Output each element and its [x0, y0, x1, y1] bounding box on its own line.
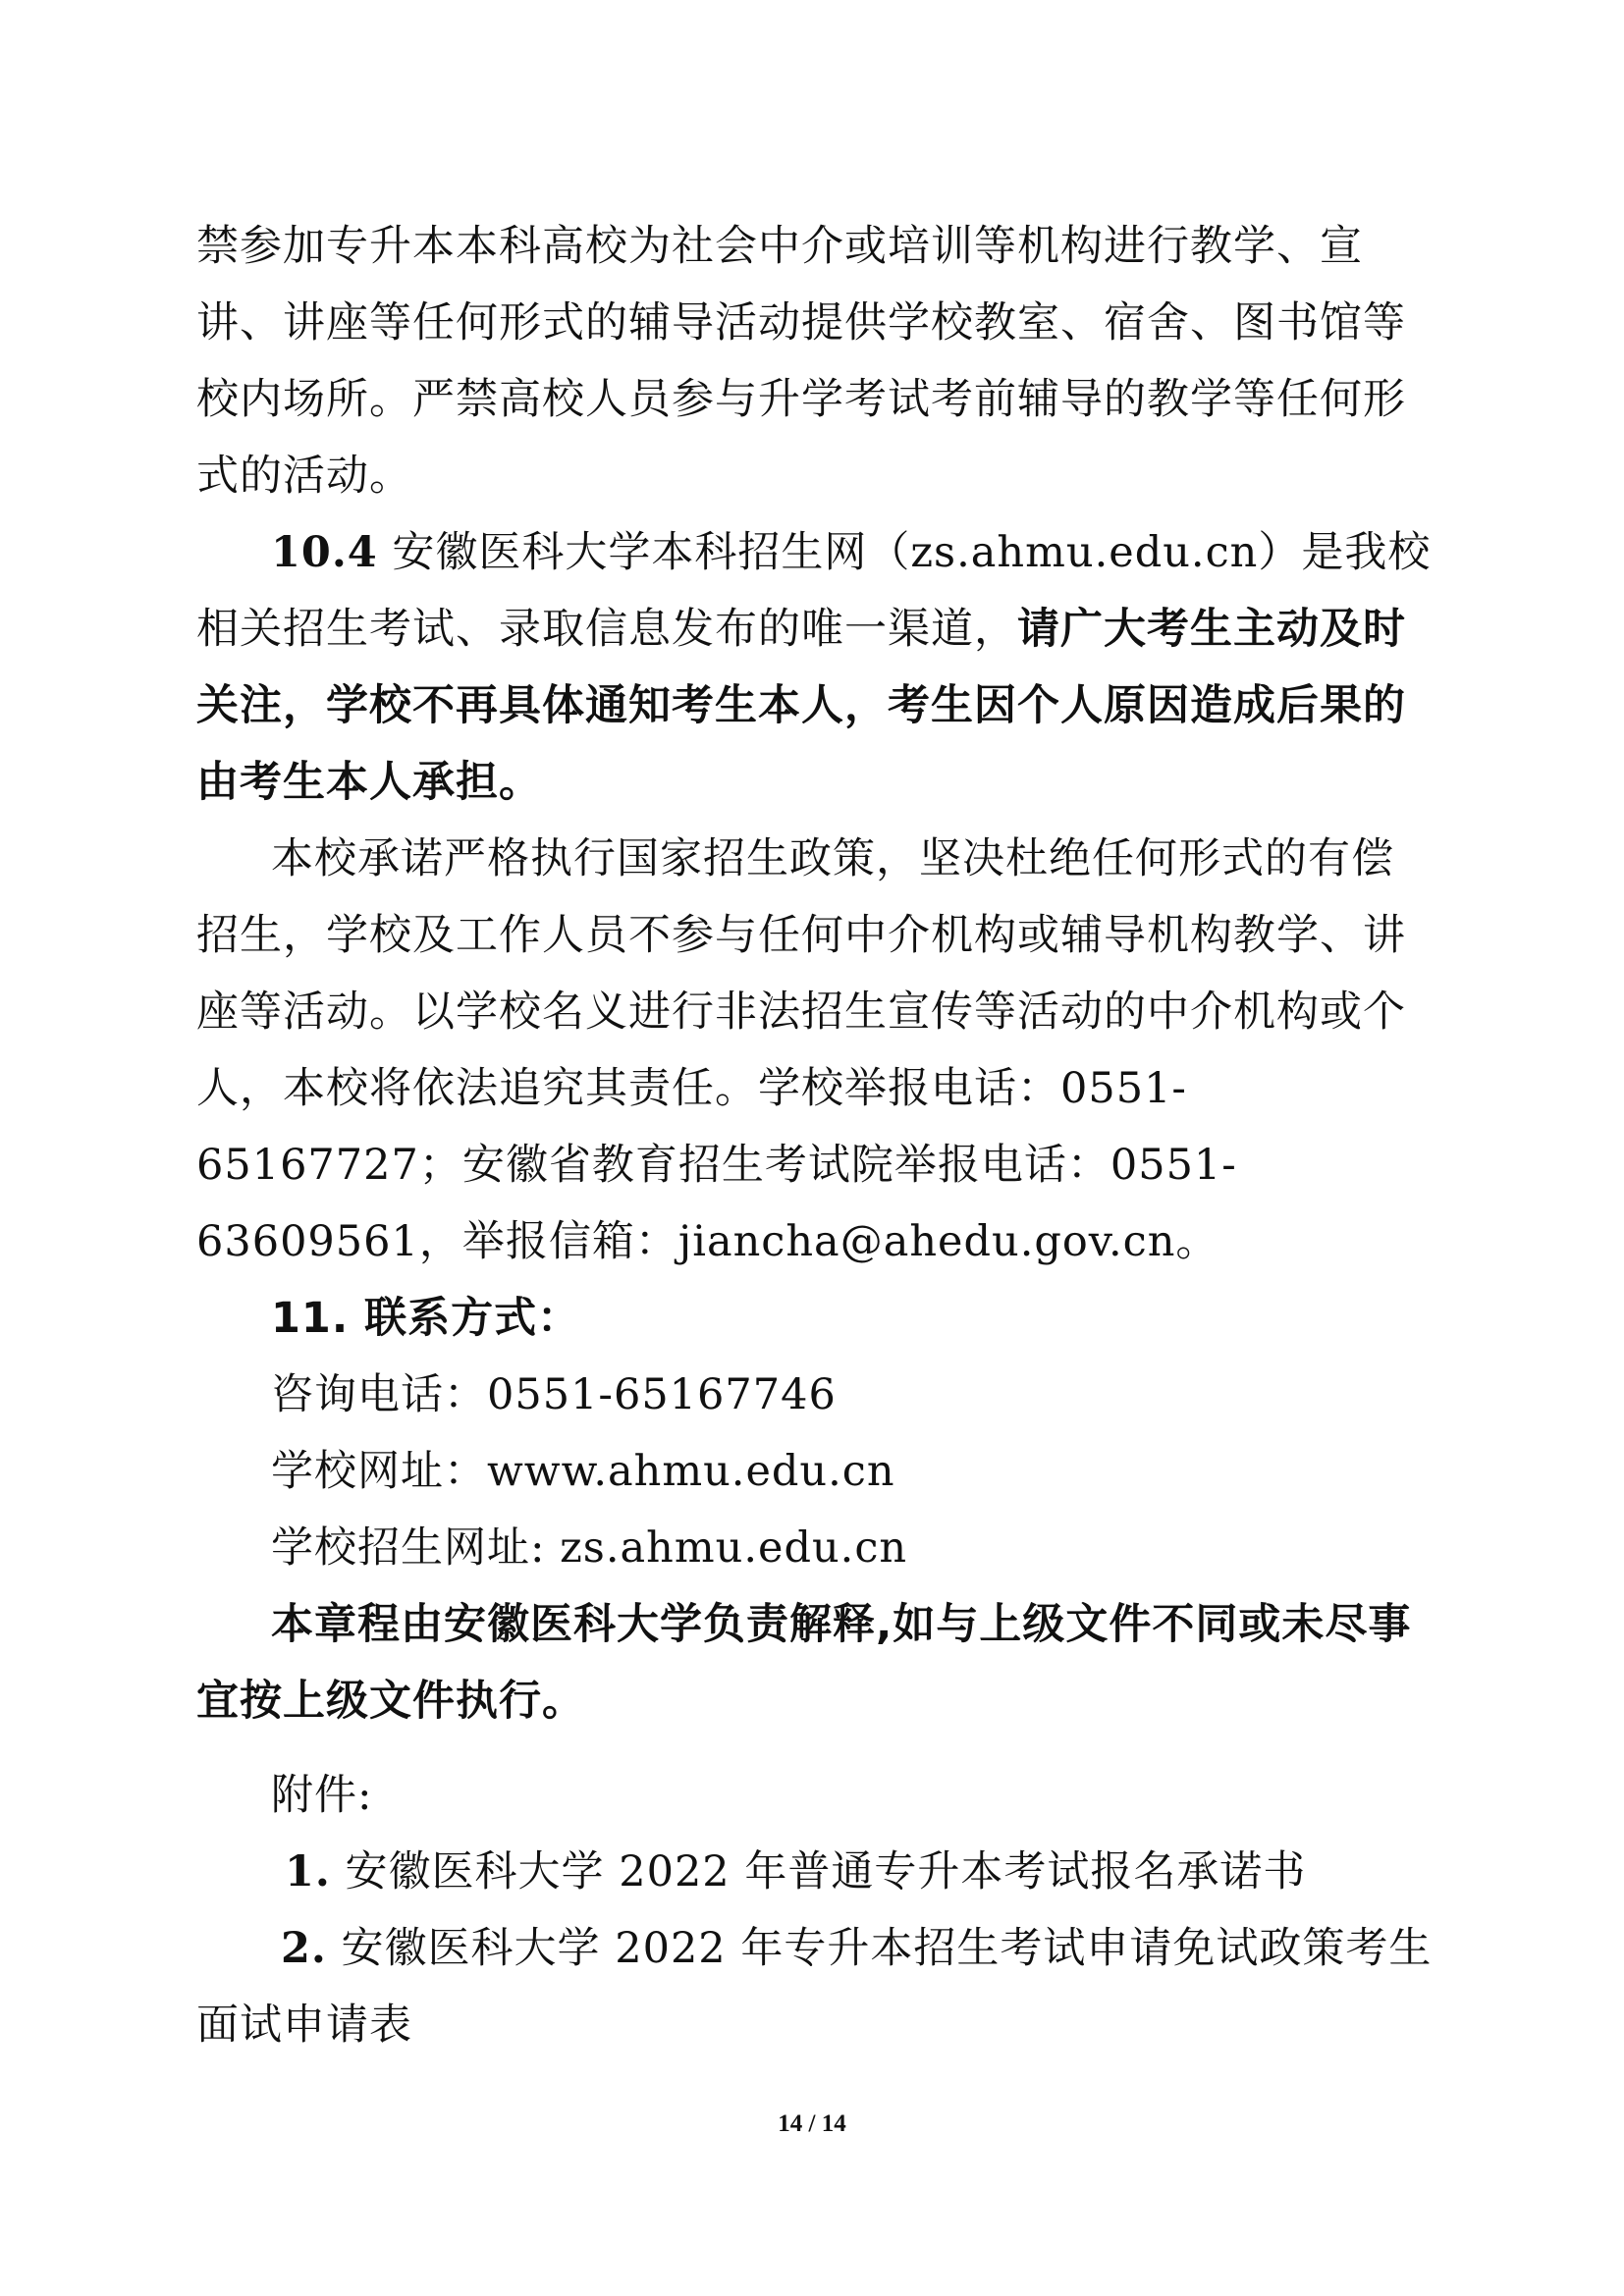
paragraph-commitment: 本校承诺严格执行国家招生政策，坚决杜绝任何形式的有偿招生，学校及工作人员不参与任何中介机构或辅导机构教学、讲座等活动。以学校名义进行非法招生宣传等活动的中介机构或个人，本校将依法追究其责任。学校举报电话：0551-65167727；安徽省教育招生考试院举报电话：0551-63609561，举报信箱：jiancha@ahedu.gov.cn。	[196, 834, 1406, 1266]
paragraph-10-4	[196, 514, 1435, 821]
paragraph-prohibition: 禁参加专升本本科高校为社会中介或培训等机构进行教学、宣讲、讲座等任何形式的辅导活动提供学校教室、宿舍、图书馆等校内场所。严禁高校人员参与升学考试考前辅导的教学等任何形式的活动。	[196, 222, 1406, 501]
contact-phone: 咨询电话：0551-65167746	[271, 1370, 837, 1419]
interpretation-statement: 本章程由安徽医科大学负责解释,如与上级文件不同或未尽事宜按上级文件执行。	[196, 1600, 1412, 1726]
section-11-heading: 11. 联系方式：	[271, 1294, 581, 1343]
attachment-2-text: 安徽医科大学 2022 年专升本招生考试申请免试政策考生面试申请表	[196, 1924, 1433, 2050]
page-number: 14 / 14	[778, 2110, 846, 2137]
attachment-1-number: 1.	[285, 1847, 331, 1896]
paragraph-10-4-text: 安徽医科大学本科招生网（zs.ahmu.edu.cn）是我校相关招生考试、录取信息发布的唯一渠道，	[196, 528, 1432, 654]
attachments-label: 附件:	[271, 1771, 373, 1820]
attachment-item-1	[196, 1834, 1435, 1910]
attachment-2-number: 2.	[281, 1924, 327, 1973]
attachment-item-2	[196, 1910, 1435, 2063]
paragraph-10-4-bold-text: 请广大考生主动及时关注，学校不再具体通知考生本人，考生因个人原因造成后果的由考生本人承担。	[196, 605, 1406, 807]
contact-website: 学校网址：www.ahmu.edu.cn	[271, 1447, 895, 1496]
section-number-10-4: 10.4	[271, 528, 378, 577]
attachment-1-text: 安徽医科大学 2022 年普通专升本考试报名承诺书	[330, 1847, 1307, 1896]
document-body	[196, 208, 1435, 2063]
contact-admissions-site: 学校招生网址: zs.ahmu.edu.cn	[271, 1523, 908, 1573]
